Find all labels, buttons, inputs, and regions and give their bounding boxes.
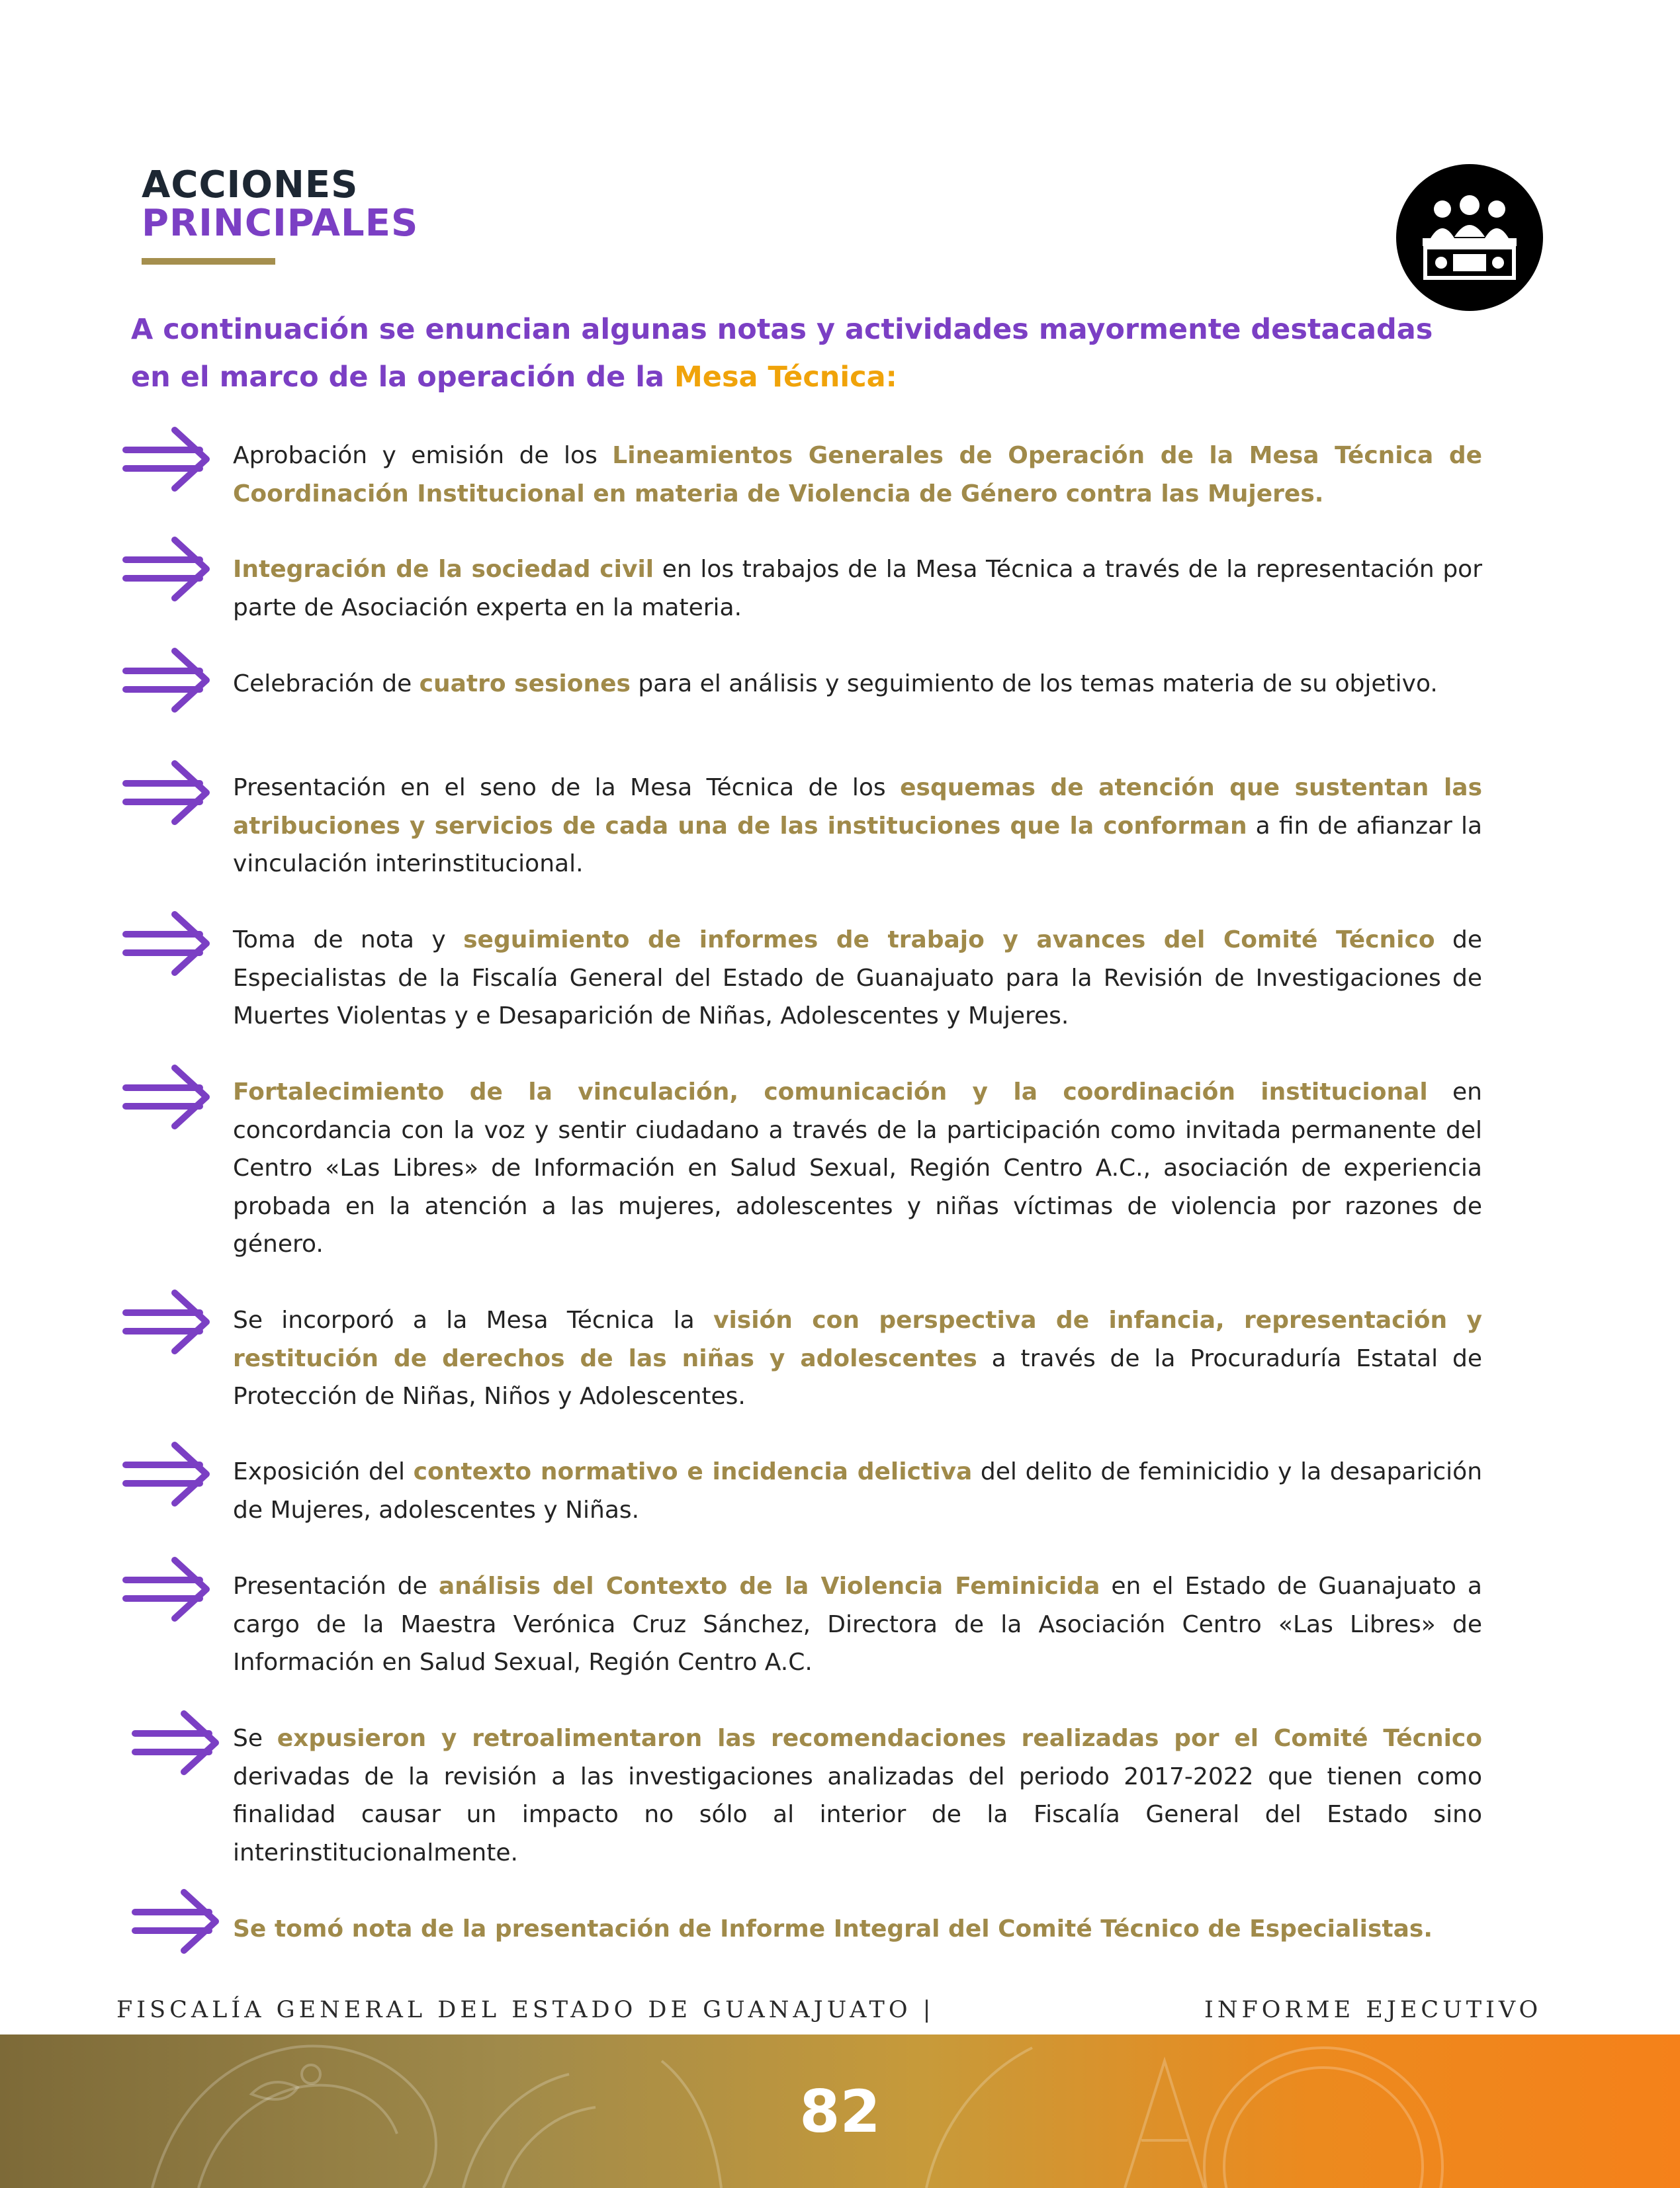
title-line-2: PRINCIPALES [142,202,419,245]
item-text: Presentación de [233,1573,439,1600]
double-arrow-icon [131,1708,221,1777]
item-highlight: seguimiento de informes de trabajo y avances del Comité Técnico [463,926,1435,953]
page-number: 82 [799,2078,881,2146]
item-highlight: Fortalecimiento de la vinculación, comunicación y la coordinación institucional [233,1078,1428,1106]
item-text: Presentación en el seno de la Mesa Técnica de los [233,774,901,801]
item-text-end: en los trabajos de la Mesa Técnica a través de la representación por parte de Asociación experta en la materia. [233,556,1482,621]
item-highlight: Se tomó nota de la presentación de Informe Integral del Comité Técnico de Especialistas. [233,1915,1433,1943]
item-text-end: del delito de feminicidio y la desaparición de Mujeres, adolescentes y Niñas. [233,1458,1483,1524]
double-arrow-icon [122,1288,212,1356]
item-highlight: expusieron y retroalimentaron las recomendaciones realizadas por el Comité Técnico [277,1725,1482,1752]
item-text-end: a fin de afianzar la vinculación interinstitucional. [233,812,1483,877]
title-line-1: ACCIONES [142,163,359,206]
double-arrow-icon [122,1440,212,1509]
item-highlight: cuatro sesiones [419,670,631,697]
footer-institution: FISCALÍA GENERAL DEL ESTADO DE GUANAJUATO | [116,1997,935,2023]
double-arrow-icon [122,1063,212,1131]
item-text-end: a través de la Procuraduría Estatal de Protección de Niñas, Niños y Adolescentes. [233,1344,1482,1410]
item-text-end: en concordancia con la voz y sentir ciudadano a través de la participación como invitada permanente del Centro «Las Libres» de Información en Salud Sexual, Región Centro A.C., asociación de experiencia probada en la atención a las mujeres, adolescentes y niñas víctimas de violencia por razones de género. [233,1078,1482,1258]
section-title [142,163,419,245]
double-arrow-icon [122,646,212,715]
item-highlight: Lineamientos Generales de Operación de la Mesa Técnica de Coordinación Institucional en materia de Violencia de Género contra las Mujeres. [233,442,1482,507]
item-highlight: esquemas de atención que sustentan las atribuciones y servicios de cada una de las instituciones que la conforman [233,774,1483,840]
item-highlight: contexto normativo e incidencia delictiva [413,1458,973,1485]
double-arrow-icon [131,1887,221,1956]
item-text-end: de Especialistas de la Fiscalía General del Estado de Guanajuato para la Revisión de Investigaciones de Muertes Violentas y e Desaparición de Niñas, Adolescentes y Mujeres. [233,926,1482,1029]
item-highlight: visión con perspectiva de infancia, representación y restitución de derechos de las niñas y adolescentes [233,1307,1482,1372]
item-text: Toma de nota y [233,926,464,953]
item-text-end: para el análisis y seguimiento de los temas materia de su objetivo. [630,670,1438,697]
item-highlight: Integración de la sociedad civil [233,556,654,583]
intro-paragraph [131,306,1448,401]
intro-highlight: Mesa Técnica: [674,361,897,394]
item-text: Exposición del [233,1458,414,1485]
item-highlight: análisis del Contexto de la Violencia Feminicida [438,1573,1100,1600]
item-text: Celebración de [233,670,420,697]
item-text: Se incorporó a la Mesa Técnica la [233,1307,713,1334]
panel-of-officials-icon [1396,164,1543,311]
double-arrow-icon [122,535,212,603]
intro-text: A continuación se enuncian algunas notas y actividades mayormente destacadas en el marco de la operación de la [131,313,1433,394]
double-arrow-icon [122,758,212,827]
item-text: Se [233,1725,277,1752]
title-underline [142,258,275,265]
item-text-end: en el Estado de Guanajuato a cargo de la Maestra Verónica Cruz Sánchez, Directora de la Asociación Centro «Las Libres» de Información en Salud Sexual, Región Centro A.C. [233,1573,1482,1676]
double-arrow-icon [122,909,212,978]
item-text-end: derivadas de la revisión a las investigaciones analizadas del periodo 2017-2022 que tienen como finalidad causar un impacto no sólo al interior de la Fiscalía General del Estado sino interinstitucionalmente. [233,1763,1482,1866]
item-text: Aprobación y emisión de los [233,442,613,469]
double-arrow-icon [122,425,212,494]
double-arrow-icon [122,1555,212,1624]
footer-report-title: INFORME EJECUTIVO [1204,1997,1542,2023]
